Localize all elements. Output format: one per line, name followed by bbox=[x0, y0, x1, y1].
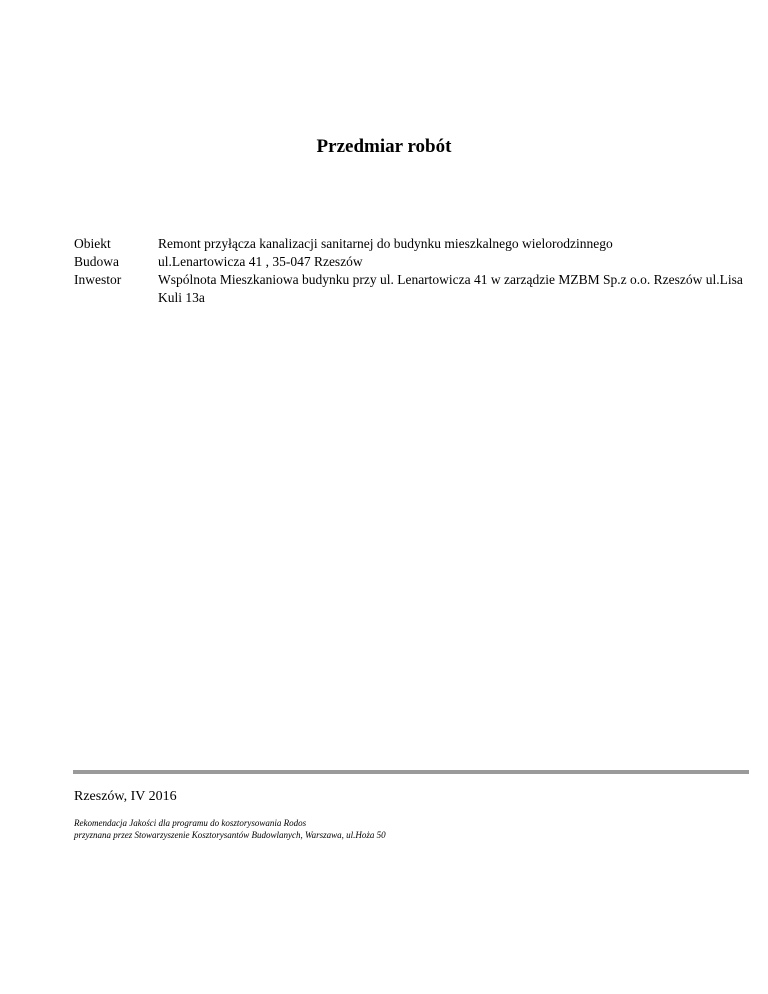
info-value: Wspólnota Mieszkaniowa budynku przy ul. Lenartowicza 41 w zarządzie MZBM Sp.z o.o. Rzeszów ul.Lisa Kuli 13a bbox=[158, 272, 743, 305]
footer-note bbox=[74, 817, 386, 841]
footer-note-line1: Rekomendacja Jakości dla programu do kosztorysowania Rodos bbox=[74, 818, 307, 828]
info-row-inwestor bbox=[74, 271, 744, 307]
info-table bbox=[74, 235, 744, 307]
info-value: ul.Lenartowicza 41 , 35-047 Rzeszów bbox=[158, 254, 363, 269]
info-row-obiekt bbox=[74, 235, 744, 253]
info-value: Remont przyłącza kanalizacji sanitarnej do budynku mieszkalnego wielorodzinnego bbox=[158, 236, 613, 251]
place-date: Rzeszów, IV 2016 bbox=[74, 789, 177, 804]
footer-divider bbox=[73, 770, 749, 774]
info-label: Obiekt bbox=[74, 236, 111, 251]
info-label: Inwestor bbox=[74, 272, 122, 287]
info-row-budowa bbox=[74, 253, 744, 271]
footer-note-line2: przyznana przez Stowarzyszenie Kosztorysantów Budowlanych, Warszawa, ul.Hoża 50 bbox=[74, 830, 386, 840]
document-title: Przedmiar robót bbox=[316, 136, 452, 157]
info-label: Budowa bbox=[74, 254, 119, 269]
